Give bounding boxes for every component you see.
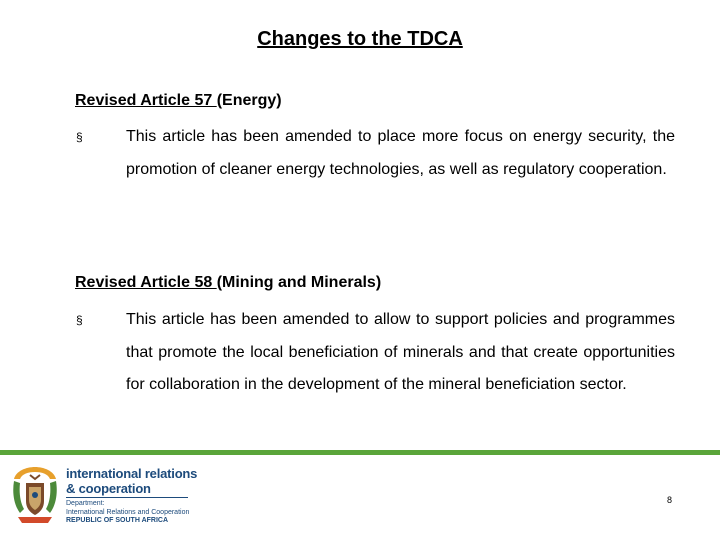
section-heading-article-58 [75,274,381,292]
heading-underlined: Revised Article 57 [75,92,217,109]
page-number: 8 [667,495,673,505]
section-text-article-57: This article has been amended to place more focus on energy security, the promotion of cleaner energy technologies, as well as regulatory cooperation. [126,128,675,178]
heading-rest: (Energy) [216,92,282,109]
section-text-article-58: This article has been amended to allow to support policies and programmes that promote the local beneficiation of minerals and that create opportunities for collaboration in the development of the mineral beneficiation sector. [126,311,675,393]
bullet-marker: § [76,313,83,327]
heading-underlined: Revised Article 58 [75,274,217,291]
bullet-marker: § [76,130,83,144]
brand-underline [66,497,188,498]
slide-title: Changes to the TDCA [257,28,463,50]
heading-rest: (Mining and Minerals) [216,274,382,291]
brand-name: international relations & cooperation [66,466,198,496]
department-name: Department: International Relations and Cooperation REPUBLIC OF SOUTH AFRICA [66,500,190,524]
footer [0,455,720,540]
section-heading-article-57 [75,92,282,110]
coat-of-arms-icon [10,465,60,527]
